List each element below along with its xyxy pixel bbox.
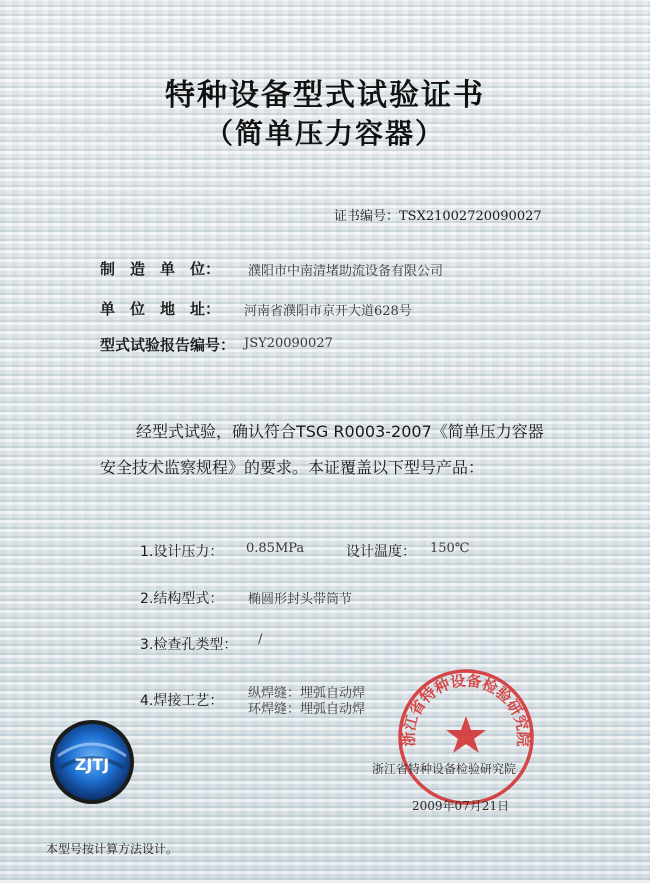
welding-label: 4.焊接工艺：	[140, 693, 224, 709]
issue-date: 2009年07月21日	[412, 799, 510, 813]
inspection-hole-label: 3.检查孔类型：	[140, 637, 238, 653]
manufacturer-value: 濮阳市中南清堵助流设备有限公司	[248, 264, 444, 279]
design-pressure-label: 1.设计压力：	[140, 544, 224, 560]
certificate-title: 特种设备型式试验证书	[165, 78, 485, 113]
address-label: 单 位 地 址：	[100, 300, 220, 318]
report-no-label: 型式试验报告编号：	[100, 336, 236, 354]
hologram-emblem	[48, 718, 136, 806]
design-pressure-value: 0.85MPa	[246, 541, 305, 556]
welding-longitudinal: 纵焊缝：埋弧自动焊	[248, 686, 366, 701]
inspection-hole-value: /	[258, 632, 263, 647]
design-temp-label: 设计温度：	[346, 544, 416, 560]
hologram-text: ZJTJ	[74, 755, 110, 774]
statement-line-2: 安全技术监察规程》的要求。本证覆盖以下型号产品：	[100, 458, 485, 477]
seal-text: 浙江省特种设备检验研究院	[399, 671, 533, 747]
structure-label: 2.结构型式：	[140, 591, 224, 607]
address-value: 河南省濮阳市京开大道628号	[244, 304, 412, 319]
issuing-authority: 浙江省特种设备检验研究院	[372, 762, 517, 776]
certificate-number	[334, 205, 542, 224]
structure-value: 椭圆形封头带筒节	[248, 592, 353, 607]
statement-line-1: 经型式试验，确认符合TSG R0003-2007《简单压力容器	[136, 422, 544, 441]
welding-circumferential: 环焊缝：埋弧自动焊	[248, 702, 366, 717]
cert-no-label: 证书编号：	[334, 209, 400, 224]
cert-no-value: TSX21002720090027	[399, 209, 542, 224]
design-temp-value: 150℃	[430, 541, 470, 556]
footer-note: 本型号按计算方法设计。	[46, 842, 179, 856]
official-seal	[393, 664, 539, 810]
manufacturer-label: 制 造 单 位：	[100, 260, 220, 278]
certificate-subtitle: （简单压力容器）	[204, 117, 445, 150]
report-no-value: JSY20090027	[244, 336, 333, 351]
